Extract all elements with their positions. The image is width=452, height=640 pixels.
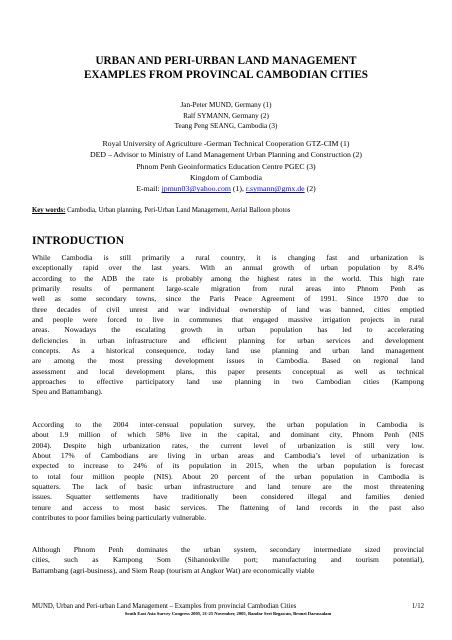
paragraph-line: squatters. The lack of basic urban infrastructure and land tenure are the most threatening: [32, 482, 424, 492]
paragraph-line: According to the 2004 inter-censual population survey, the urban population in Cambodia is: [32, 420, 424, 429]
paragraph-line: according to the ADB the rate is probably among the highest rates in the world. This high rate: [32, 273, 424, 283]
affiliation-country: Kingdom of Cambodia: [190, 172, 262, 182]
paragraph-line: three decades of civil unrest and war individual ownership of land was banned, cities emptied: [32, 304, 424, 314]
paragraph-line: and people were forced to live in communes that engaged massive irrigation projects in rural: [32, 315, 424, 325]
footer-citation-row: [32, 602, 424, 611]
paragraph-line: Battambang (agri-business), and Siem Reap (tourism at Angkor Wat) are economically viable: [32, 565, 315, 575]
paragraph-line: concepts. As a historical consequence, today land use planning and urban land management: [32, 346, 424, 356]
footer-conference-name: South East Asia Survey Congress 2005,: [124, 611, 202, 616]
keywords-text: Cambodia, Urban planning, Peri-Urban Land Management, Aerial Balloon photos: [65, 207, 291, 214]
paragraph-line: are among the most pressing development issues in Cambodia. Based on regional land: [32, 356, 424, 366]
author-1: Jan-Peter MUND, Germany (1): [180, 101, 272, 109]
keywords-line: [32, 206, 424, 215]
paragraph-line: About 17% of Cambodians are living in urban areas and Cambodia’s level of urbanization is: [32, 451, 424, 461]
paragraph-line: areas. Nowadays the escalating growth in urban population has led to accelerating: [32, 325, 424, 335]
paragraph-line: assessment and local development plans, this paper presents conceptual as well as technical: [32, 366, 424, 376]
affiliation-block: [34, 138, 418, 194]
paragraph-line: to total four million people (NIS). About 20 percent of the urban population in Cambodia is: [32, 471, 424, 481]
footer-citation: MUND, Urban and Peri-urban Land Management – Examples from provincial Cambodian Cities: [32, 603, 297, 610]
paragraph-line: deficiencies in urban infrastructure and efficient planning for urban services and development: [32, 335, 424, 345]
paragraph-line: primarily results of permanent large-scale migration from rural areas into Phnom Penh as: [32, 284, 424, 294]
paragraph-line: Although Phnom Penh dominates the urban system, secondary intermediate sized provincial: [32, 545, 424, 554]
email-suffix: (2): [304, 184, 316, 194]
paragraph-line: Speu and Battambang).: [32, 387, 103, 397]
footer-conference: [32, 611, 424, 617]
email-line: [34, 183, 418, 194]
footer-page-number: 1/12: [411, 603, 424, 610]
paragraph-line: contributes to poor families being particularly vulnerable.: [32, 513, 207, 523]
paper-title-line-2: EXAMPLES FROM PROVINCAL CAMBODIAN CITIES: [83, 69, 369, 81]
paragraph-line: expected to increase to 24% of its population in 2015, when the urban population is forecast: [32, 461, 424, 471]
affiliation-3: Phnom Penh Geoinformatics Education Centre PGEC (3): [136, 161, 316, 171]
email-label: E-mail:: [136, 184, 162, 194]
paragraph-line: about 1.9 million of which 58% live in the capital, and dominant city, Phnom Penh (NIS: [32, 430, 424, 440]
author-3: Teang Peng SEANG, Cambodia (3): [174, 122, 278, 130]
email-link-1[interactable]: jpmun03@yahoo.com: [161, 184, 231, 194]
paragraph-line: well as some secondary towns, since the Paris Peace Agreement of 1991. Since 1970 due to: [32, 294, 424, 304]
paragraph-1: [32, 253, 424, 398]
paper-title: [40, 54, 412, 82]
keywords-label: Key words:: [32, 207, 66, 214]
paragraph-line: issues. Squatter settlements have traditionally been considered illegal and families denied: [32, 492, 424, 502]
paragraph-line: tenure and access to most basic services. The flattening of land records in the past also: [32, 502, 424, 512]
section-heading-introduction: INTRODUCTION: [32, 235, 125, 247]
email-link-2[interactable]: r.symann@gmx.de: [245, 184, 305, 194]
page-footer: [32, 602, 424, 617]
affiliation-2: DED – Advisor to Ministry of Land Management Urban Planning and Construction (2): [90, 150, 362, 160]
email-separator: (1),: [230, 184, 246, 194]
paragraph-line: exceptionally rapid over the last years. With an annual growth of urban population by 8.4%: [32, 263, 424, 273]
paragraph-line: 2004). Despite high urbanization rates, the current level of urbanization is still very low.: [32, 440, 424, 450]
footer-conference-details: 21-25 November, 2005, Bandar Seri Begawan, Brunei Darussalam: [201, 611, 332, 616]
paragraph-line: While Cambodia is still primarily a rural country, it is changing fast and urbanization is: [32, 253, 424, 262]
paragraph-line: cities, such as Kampong Som (Sihanoukville port; manufacturing and tourism potential),: [32, 555, 424, 565]
author-list: [40, 100, 412, 132]
paragraph-3: [32, 545, 424, 576]
paragraph-2: [32, 420, 424, 523]
author-2: Ralf SYMANN, Germany (2): [183, 111, 269, 120]
affiliation-1: Royal University of Agriculture -German Technical Cooperation GTZ-CIM (1): [102, 139, 350, 148]
paragraph-line: approaches to effective participatory land use planning in two Cambodian cities (Kampong: [32, 377, 424, 387]
paper-title-line-1: URBAN AND PERI-URBAN LAND MANAGEMENT: [95, 55, 357, 67]
